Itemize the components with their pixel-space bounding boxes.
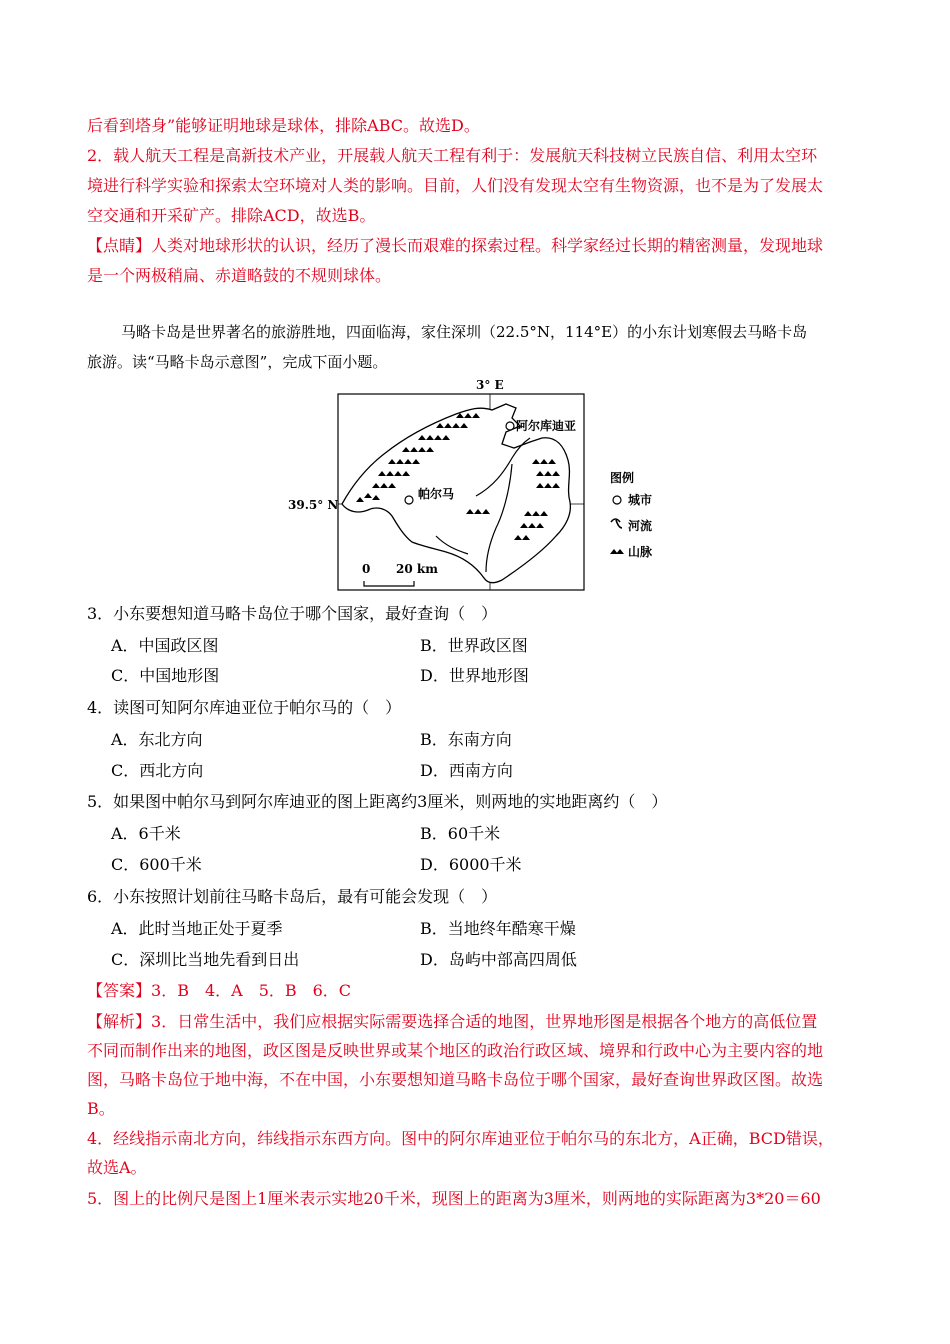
q2-answer-line: 空交通和开采矿产。排除ACD，故选B。	[87, 206, 376, 225]
intro-line: 马略卡岛是世界著名的旅游胜地，四面临海，家住深圳（22.5°N，114°E）的小东计划寒假去马略卡岛	[121, 323, 808, 341]
option-b[interactable]: B．当地终年酷寒干燥	[420, 919, 576, 938]
option-a[interactable]: A．东北方向	[111, 730, 203, 749]
question-stem: 3．小东要想知道马略卡岛位于哪个国家，最好查询（ ）	[87, 604, 498, 623]
tip-line: 是一个两极稍扁、赤道略鼓的不规则球体。	[87, 266, 392, 285]
option-c[interactable]: C．西北方向	[111, 761, 204, 780]
q2-answer-line: 境进行科学实验和探索太空环境对人类的影响。目前，人们没有发现太空有生物资源，也不是为了发展太	[87, 176, 824, 195]
answer-line	[87, 981, 863, 1001]
city-marker	[506, 422, 514, 430]
legend-mountain-icon	[610, 549, 624, 554]
prev-answer-line: 后看到塔身”能够证明地球是球体，排除ABC。故选D。	[87, 116, 480, 135]
legend-river: 河流	[628, 519, 653, 533]
tip-text: 人类对地球形状的认识，经历了漫长而艰难的探索过程。科学家经过长期的精密测量，发现地球	[151, 236, 824, 255]
scale-twenty: 20 km	[396, 562, 438, 576]
analysis-line: 5．图上的比例尺是图上1厘米表示实地20千米，现图上的距离为3厘米，则两地的实际距离为3*20＝60	[87, 1189, 821, 1208]
answer-text: 3．B 4．A 5．B 6．C	[151, 981, 352, 1000]
longitude-label: 3° E	[476, 378, 504, 392]
question-stem: 6．小东按照计划前往马略卡岛后，最有可能会发现（ ）	[87, 887, 498, 906]
option-b[interactable]: B．60千米	[420, 824, 501, 843]
city-label-alcudia: 阿尔库迪亚	[516, 419, 577, 433]
mallorca-map	[280, 376, 660, 596]
option-a[interactable]: A．中国政区图	[111, 636, 219, 655]
option-d[interactable]: D．岛屿中部高四周低	[420, 950, 577, 969]
legend-city-icon	[613, 496, 621, 504]
legend-river-icon	[611, 519, 622, 528]
tip-line	[87, 236, 863, 256]
legend-mountain: 山脉	[628, 545, 653, 559]
analysis-text: 3．日常生活中，我们应根据实际需要选择合适的地图，世界地形图是根据各个地方的高低位置	[151, 1012, 818, 1031]
intro-line: 旅游。读“马略卡岛示意图”，完成下面小题。	[87, 353, 388, 371]
analysis-line: 不同而制作出来的地图，政区图是反映世界或某个地区的政治行政区域、境界和行政中心为主要内容的地	[87, 1041, 824, 1060]
answer-label: 【答案】	[87, 981, 152, 1000]
option-d[interactable]: D．6000千米	[420, 855, 522, 874]
option-c[interactable]: C．中国地形图	[111, 666, 220, 685]
q2-answer-line: 2．载人航天工程是高新技术产业，开展载人航天工程有利于：发展航天科技树立民族自信、利用太空环	[87, 146, 818, 165]
scale-zero: 0	[362, 562, 371, 576]
analysis-line: 4．经线指示南北方向，纬线指示东西方向。图中的阿尔库迪亚位于帕尔马的东北方，A正确，BCD错误，	[87, 1129, 834, 1148]
analysis-line	[87, 1012, 863, 1032]
option-b[interactable]: B．东南方向	[420, 730, 512, 749]
option-c[interactable]: C．深圳比当地先看到日出	[111, 950, 300, 969]
city-marker	[405, 496, 413, 504]
question-stem: 4．读图可知阿尔库迪亚位于帕尔马的（ ）	[87, 698, 402, 717]
option-d[interactable]: D．世界地形图	[420, 666, 529, 685]
latitude-label: 39.5° N	[288, 498, 339, 512]
analysis-label: 【解析】	[87, 1012, 152, 1031]
option-a[interactable]: A．6千米	[111, 824, 181, 843]
analysis-line: 图，马略卡岛位于地中海，不在中国，小东要想知道马略卡岛位于哪个国家，最好查询世界政区图。故选	[87, 1070, 824, 1089]
legend-city: 城市	[628, 493, 653, 507]
option-c[interactable]: C．600千米	[111, 855, 202, 874]
scale-bar	[364, 581, 414, 586]
question-stem: 5．如果图中帕尔马到阿尔库迪亚的图上距离约3厘米，则两地的实地距离约（ ）	[87, 792, 668, 811]
analysis-line: 故选A。	[87, 1158, 147, 1177]
option-a[interactable]: A．此时当地正处于夏季	[111, 919, 283, 938]
analysis-line: B。	[87, 1099, 115, 1118]
tip-label: 【点睛】	[87, 236, 152, 255]
city-label-palma: 帕尔马	[418, 487, 455, 501]
option-b[interactable]: B．世界政区图	[420, 636, 528, 655]
option-d[interactable]: D．西南方向	[420, 761, 513, 780]
legend-title: 图例	[610, 471, 635, 485]
